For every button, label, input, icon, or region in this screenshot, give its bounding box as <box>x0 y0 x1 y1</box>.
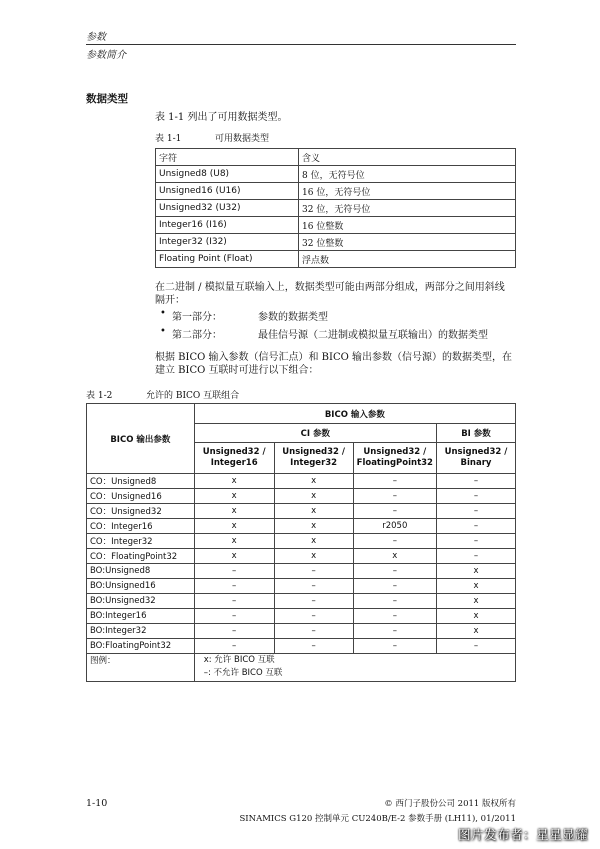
column-header-meaning: 含义 <box>299 149 516 166</box>
column-header-symbol: 字符 <box>156 149 299 166</box>
bico-output-header: BICO 输出参数 <box>87 404 195 474</box>
output-type-cell: CO：Integer32 <box>87 534 195 549</box>
combination-cell: r2050 <box>353 519 436 534</box>
combination-cell: – <box>194 639 274 654</box>
table-row <box>87 579 516 594</box>
data-types-table <box>155 148 516 268</box>
type-symbol: Unsigned32 (U32) <box>156 200 299 217</box>
bico-combinations-table <box>86 403 516 682</box>
bullet-marker: • <box>160 308 166 319</box>
type-symbol: Integer16 (I16) <box>156 217 299 234</box>
combination-cell: x <box>194 489 274 504</box>
bullet-text: 参数的数据类型 <box>258 312 328 323</box>
subcol-header: Unsigned32 / Integer16 <box>194 443 274 474</box>
bullet-marker: • <box>160 326 166 337</box>
output-type-cell: BO:FloatingPoint32 <box>87 639 195 654</box>
composite-type-paragraph <box>155 281 520 307</box>
combination-cell: – <box>194 579 274 594</box>
output-type-cell: CO：Unsigned16 <box>87 489 195 504</box>
combination-cell: x <box>274 519 353 534</box>
table2-caption: 允许的 BICO 互联组合 <box>146 391 240 401</box>
legend-content <box>194 654 515 682</box>
output-type-cell: BO:Integer16 <box>87 609 195 624</box>
publisher-watermark: 图片发布者：星星显耀 <box>457 827 588 842</box>
combination-cell: – <box>436 534 515 549</box>
type-meaning: 16 位，无符号位 <box>299 183 516 200</box>
combination-cell: x <box>274 534 353 549</box>
legend-label: 图例： <box>87 654 195 682</box>
table-row <box>156 166 516 183</box>
table2-label: 表 1-2 <box>86 391 113 401</box>
paragraph-line: 隔开： <box>155 295 185 306</box>
output-type-cell: CO：Unsigned8 <box>87 474 195 489</box>
type-symbol: Unsigned8 (U8) <box>156 166 299 183</box>
table1-label: 表 1-1 <box>155 134 182 144</box>
combination-cell: – <box>194 564 274 579</box>
combination-cell: – <box>274 564 353 579</box>
output-type-cell: CO：Integer16 <box>87 519 195 534</box>
paragraph-line: 在二进制 / 模拟量互联输入上，数据类型可能由两部分组成，两部分之间用斜线 <box>155 282 505 293</box>
type-symbol: Unsigned16 (U16) <box>156 183 299 200</box>
subcol-header: Unsigned32 / FloatingPoint32 <box>353 443 436 474</box>
combination-cell: – <box>353 609 436 624</box>
chapter-header: 参数 <box>86 32 106 43</box>
combination-cell: – <box>436 549 515 564</box>
combination-cell: – <box>353 504 436 519</box>
combination-cell: x <box>194 534 274 549</box>
type-meaning: 浮点数 <box>299 251 516 268</box>
combination-cell: – <box>274 639 353 654</box>
output-type-cell: BO:Unsigned32 <box>87 594 195 609</box>
combination-cell: – <box>274 609 353 624</box>
combination-cell: x <box>274 474 353 489</box>
combination-cell: – <box>353 564 436 579</box>
combination-cell: – <box>274 594 353 609</box>
bullet-text: 最佳信号源（二进制或模拟量互联输出）的数据类型 <box>258 330 488 341</box>
ci-parameter-header: CI 参数 <box>194 424 436 443</box>
combination-cell: – <box>353 579 436 594</box>
combination-cell: – <box>436 489 515 504</box>
type-meaning: 32 位整数 <box>299 234 516 251</box>
type-symbol: Integer32 (I32) <box>156 234 299 251</box>
manual-title: SINAMICS G120 控制单元 CU240B/E-2 参数手册 (LH11), 01/2011 <box>239 814 516 824</box>
copyright-text: © 西门子股份公司 2011 版权所有 <box>384 799 516 809</box>
combination-cell: x <box>194 519 274 534</box>
combination-cell: x <box>436 564 515 579</box>
combination-cell: – <box>353 624 436 639</box>
combination-cell: x <box>436 594 515 609</box>
combination-cell: – <box>353 594 436 609</box>
output-type-cell: BO:Integer32 <box>87 624 195 639</box>
table-row <box>87 519 516 534</box>
combination-cell: x <box>353 549 436 564</box>
table-row <box>156 251 516 268</box>
table-row <box>87 549 516 564</box>
table1-caption: 可用数据类型 <box>215 134 270 144</box>
type-meaning: 32 位，无符号位 <box>299 200 516 217</box>
table-row <box>87 534 516 549</box>
table-row <box>87 609 516 624</box>
combination-cell: – <box>436 504 515 519</box>
combination-cell: x <box>194 549 274 564</box>
combination-cell: x <box>274 549 353 564</box>
output-type-cell: CO：Unsigned32 <box>87 504 195 519</box>
table-row <box>87 564 516 579</box>
combination-cell: – <box>436 519 515 534</box>
page-number: 1-10 <box>86 798 108 809</box>
combination-cell: – <box>353 534 436 549</box>
table-row <box>87 639 516 654</box>
combination-cell: x <box>436 624 515 639</box>
table-row <box>87 594 516 609</box>
type-meaning: 16 位整数 <box>299 217 516 234</box>
subcol-header: Unsigned32 / Binary <box>436 443 515 474</box>
bi-parameter-header: BI 参数 <box>436 424 515 443</box>
combination-cell: x <box>274 489 353 504</box>
combination-cell: – <box>194 594 274 609</box>
table-row <box>156 234 516 251</box>
header-rule <box>86 44 516 45</box>
combination-cell: – <box>274 579 353 594</box>
bullet-label: 第二部分： <box>172 330 222 341</box>
output-type-cell: CO：FloatingPoint32 <box>87 549 195 564</box>
legend-line: –: 不允许 BICO 互联 <box>203 668 283 678</box>
intro-text: 表 1-1 列出了可用数据类型。 <box>155 112 288 123</box>
combination-cell: x <box>274 504 353 519</box>
output-type-cell: BO:Unsigned16 <box>87 579 195 594</box>
combination-cell: – <box>353 639 436 654</box>
table-row <box>156 217 516 234</box>
combination-cell: x <box>436 579 515 594</box>
table-row <box>87 474 516 489</box>
section-header: 参数简介 <box>86 50 126 61</box>
bico-paragraph <box>155 351 520 377</box>
combination-cell: x <box>436 609 515 624</box>
table-header-row <box>87 404 516 424</box>
combination-cell: – <box>353 489 436 504</box>
combination-cell: – <box>436 474 515 489</box>
table-row <box>87 504 516 519</box>
bullet-label: 第一部分： <box>172 312 222 323</box>
table-row <box>156 183 516 200</box>
combination-cell: x <box>194 504 274 519</box>
legend-row <box>87 654 516 682</box>
table-row <box>87 489 516 504</box>
combination-cell: – <box>436 639 515 654</box>
subcol-header: Unsigned32 / Integer32 <box>274 443 353 474</box>
combination-cell: – <box>194 624 274 639</box>
legend-line: x: 允许 BICO 互联 <box>203 655 275 665</box>
combination-cell: – <box>274 624 353 639</box>
output-type-cell: BO:Unsigned8 <box>87 564 195 579</box>
paragraph-line: 根据 BICO 输入参数（信号汇点）和 BICO 输出参数（信号源）的数据类型，在 <box>155 352 513 363</box>
section-title: 数据类型 <box>86 93 128 105</box>
table-header-row <box>156 149 516 166</box>
type-meaning: 8 位，无符号位 <box>299 166 516 183</box>
type-symbol: Floating Point (Float) <box>156 251 299 268</box>
combination-cell: x <box>194 474 274 489</box>
combination-cell: – <box>353 474 436 489</box>
bico-input-header: BICO 输入参数 <box>194 404 515 424</box>
table-row <box>87 624 516 639</box>
combination-cell: – <box>194 609 274 624</box>
paragraph-line: 建立 BICO 互联时可进行以下组合： <box>155 365 319 376</box>
table-row <box>156 200 516 217</box>
